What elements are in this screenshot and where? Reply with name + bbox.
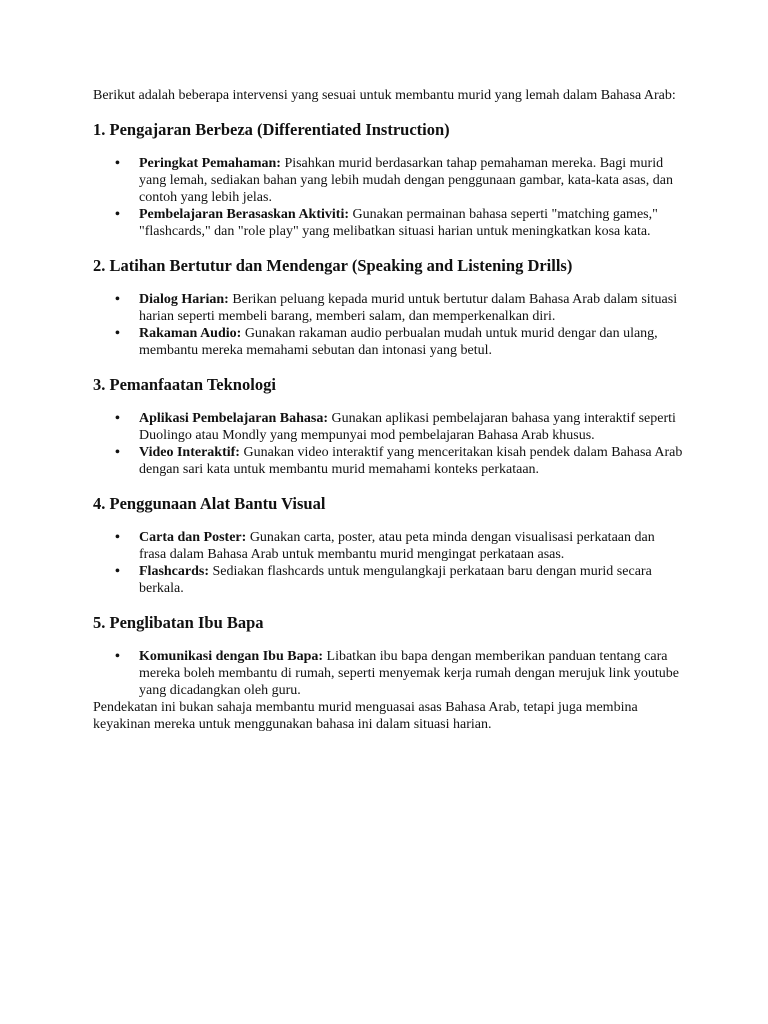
bullet-icon: • xyxy=(115,530,120,545)
section-3 xyxy=(93,375,683,478)
item-term: Dialog Harian: xyxy=(139,292,229,307)
item-term: Komunikasi dengan Ibu Bapa: xyxy=(139,649,324,664)
item-term: Video Interaktif: xyxy=(139,445,240,460)
item-term: Rakaman Audio: xyxy=(139,326,242,341)
section-2 xyxy=(93,256,683,359)
list-item xyxy=(115,155,683,206)
item-text: Gunakan carta, poster, atau peta minda dengan visualisasi perkataan dan frasa dalam Bahasa Arab untuk membantu murid mengingat perkataan asas. xyxy=(139,530,655,562)
bullet-list xyxy=(93,529,683,597)
bullet-icon: • xyxy=(115,207,120,222)
list-item xyxy=(115,325,683,359)
section-heading: 4. Penggunaan Alat Bantu Visual xyxy=(93,494,326,513)
closing-paragraph: Pendekatan ini bukan sahaja membantu murid menguasai asas Bahasa Arab, tetapi juga membina keyakinan mereka untuk menggunakan bahasa ini dalam situasi harian. xyxy=(93,700,638,732)
section-heading: 5. Penglibatan Ibu Bapa xyxy=(93,613,264,632)
list-item xyxy=(115,206,683,240)
item-text: Pisahkan murid berdasarkan tahap pemahaman mereka. Bagi murid yang lemah, sediakan bahan yang lebih mudah dengan penggunaan gambar, kata-kata asas, dan contoh yang lebih jelas. xyxy=(139,156,673,205)
item-text: Gunakan rakaman audio perbualan mudah untuk murid dengar dan ulang, membantu mereka memahami sebutan dan intonasi yang betul. xyxy=(139,326,658,358)
item-term: Carta dan Poster: xyxy=(139,530,247,545)
bullet-icon: • xyxy=(115,292,120,307)
section-1 xyxy=(93,120,683,240)
list-item xyxy=(115,529,683,563)
bullet-list xyxy=(93,648,683,699)
bullet-icon: • xyxy=(115,411,120,426)
item-text: Gunakan video interaktif yang menceritakan kisah pendek dalam Bahasa Arab dengan sari kata untuk membantu murid memahami konteks perkataan. xyxy=(139,445,683,477)
bullet-icon: • xyxy=(115,649,120,664)
item-text: Sediakan flashcards untuk mengulangkaji perkataan baru dengan murid secara berkala. xyxy=(139,564,652,596)
document-page xyxy=(93,87,683,733)
section-5 xyxy=(93,613,683,699)
item-term: Peringkat Pemahaman: xyxy=(139,156,281,171)
bullet-icon: • xyxy=(115,326,120,341)
item-text: Berikan peluang kepada murid untuk bertutur dalam Bahasa Arab dalam situasi harian seperti membeli barang, memberi salam, dan memperkenalkan diri. xyxy=(139,292,678,324)
item-term: Flashcards: xyxy=(139,564,209,579)
item-term: Pembelajaran Berasaskan Aktiviti: xyxy=(139,207,349,222)
list-item xyxy=(115,444,683,478)
list-item xyxy=(115,291,683,325)
item-term: Aplikasi Pembelajaran Bahasa: xyxy=(139,411,329,426)
section-heading: 2. Latihan Bertutur dan Mendengar (Speaking and Listening Drills) xyxy=(93,256,573,275)
list-item xyxy=(115,410,683,444)
list-item xyxy=(115,648,683,699)
item-text: Gunakan permainan bahasa seperti "matching games," "flashcards," dan "role play" yang melibatkan situasi harian untuk meningkatkan kosa kata. xyxy=(139,207,658,239)
bullet-icon: • xyxy=(115,564,120,579)
item-text: Gunakan aplikasi pembelajaran bahasa yang interaktif seperti Duolingo atau Mondly yang mempunyai mod pembelajaran Bahasa Arab khusus. xyxy=(139,411,676,443)
intro-paragraph: Berikut adalah beberapa intervensi yang sesuai untuk membantu murid yang lemah dalam Bahasa Arab: xyxy=(93,88,676,103)
section-heading: 1. Pengajaran Berbeza (Differentiated Instruction) xyxy=(93,120,450,139)
bullet-icon: • xyxy=(115,445,120,460)
item-text: Libatkan ibu bapa dengan memberikan panduan tentang cara mereka boleh membantu di rumah, seperti menyemak kerja rumah dengan merujuk link youtube yang dicadangkan oleh guru. xyxy=(139,649,679,698)
bullet-list xyxy=(93,291,683,359)
bullet-icon: • xyxy=(115,156,120,171)
bullet-list xyxy=(93,410,683,478)
bullet-list xyxy=(93,155,683,240)
section-4 xyxy=(93,494,683,597)
section-heading: 3. Pemanfaatan Teknologi xyxy=(93,375,276,394)
list-item xyxy=(115,563,683,597)
